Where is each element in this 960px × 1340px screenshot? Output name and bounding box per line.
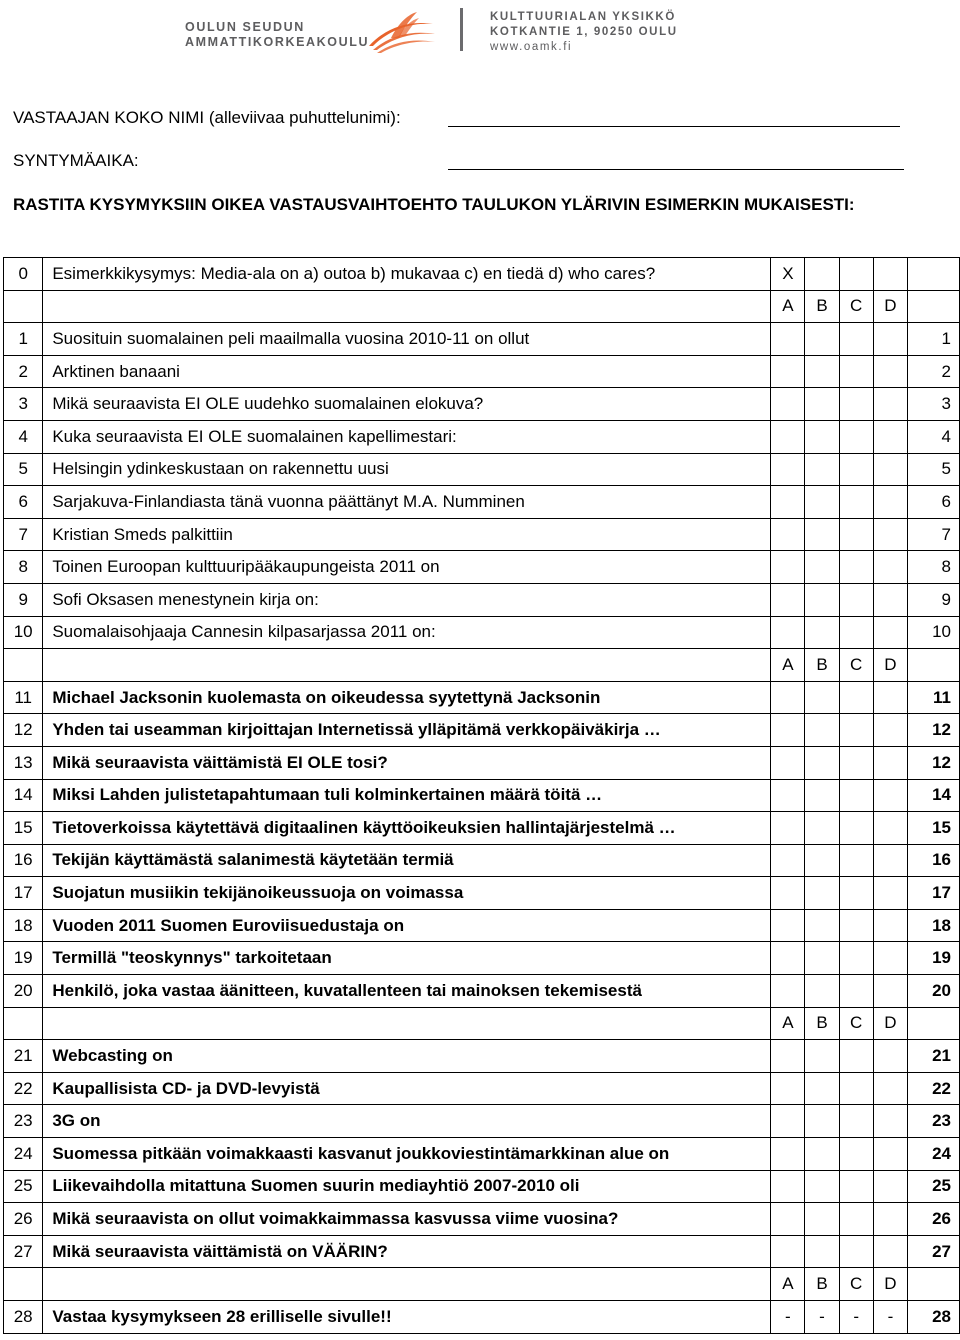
answer-box-a[interactable] xyxy=(771,909,805,942)
answer-box-d[interactable] xyxy=(873,844,907,877)
question-ref-number: 18 xyxy=(908,909,960,942)
example-row xyxy=(4,258,960,291)
organization-name-line2: AMMATTIKORKEAKOULU xyxy=(185,35,370,49)
question-ref-number: 26 xyxy=(908,1203,960,1236)
question-row xyxy=(4,975,960,1008)
answer-box-a[interactable] xyxy=(771,583,805,616)
name-label: VASTAAJAN KOKO NIMI (alleviivaa puhuttelunimi): xyxy=(13,108,401,127)
option-header-row xyxy=(4,1268,960,1301)
example-number: 0 xyxy=(4,258,43,291)
question-row xyxy=(4,453,960,486)
answer-box-d[interactable] xyxy=(873,583,907,616)
answer-box-b[interactable] xyxy=(805,1235,839,1268)
question-ref-number: 12 xyxy=(908,746,960,779)
answer-box-c[interactable] xyxy=(839,779,873,812)
question-number: 9 xyxy=(4,583,43,616)
answer-box-b[interactable] xyxy=(805,518,839,551)
question-ref-number: 16 xyxy=(908,844,960,877)
answer-box-c[interactable] xyxy=(839,975,873,1008)
answer-box-a[interactable] xyxy=(771,1072,805,1105)
answer-box-b[interactable] xyxy=(805,420,839,453)
answer-box-a[interactable] xyxy=(771,486,805,519)
answer-box-c[interactable] xyxy=(839,877,873,910)
question-text: Helsingin ydinkeskustaan on rakennettu uusi xyxy=(43,453,771,486)
question-row xyxy=(4,388,960,421)
answer-box-d[interactable]: - xyxy=(873,1301,907,1334)
question-row xyxy=(4,1170,960,1203)
example-question: Esimerkkikysymys: Media-ala on a) outoa b) mukavaa c) en tiedä d) who cares? xyxy=(43,258,771,291)
answer-box-a[interactable] xyxy=(771,1138,805,1171)
answer-box-d[interactable] xyxy=(873,453,907,486)
answer-box-b[interactable] xyxy=(805,1072,839,1105)
question-ref-number: 4 xyxy=(908,420,960,453)
question-number: 5 xyxy=(4,453,43,486)
question-ref-number: 23 xyxy=(908,1105,960,1138)
answer-box-d[interactable] xyxy=(873,355,907,388)
question-number: 10 xyxy=(4,616,43,649)
answer-box-d[interactable] xyxy=(873,975,907,1008)
question-text: Tietoverkoissa käytettävä digitaalinen käyttöoikeuksien hallintajärjestelmä … xyxy=(43,812,771,845)
answer-box-d[interactable] xyxy=(873,616,907,649)
question-row xyxy=(4,877,960,910)
answer-box-a[interactable] xyxy=(771,812,805,845)
unit-address: KOTKANTIE 1, 90250 OULU xyxy=(490,26,678,38)
question-row xyxy=(4,942,960,975)
answer-box-c[interactable] xyxy=(839,1170,873,1203)
question-row xyxy=(4,1235,960,1268)
answer-box-a[interactable] xyxy=(771,355,805,388)
answer-box-c[interactable] xyxy=(839,518,873,551)
answer-box-b[interactable] xyxy=(805,681,839,714)
option-header-num xyxy=(4,649,43,682)
question-ref-number: 19 xyxy=(908,942,960,975)
option-header-spacer xyxy=(43,290,771,323)
option-header-ref xyxy=(908,1268,960,1301)
question-text: Liikevaihdolla mitattuna Suomen suurin mediayhtiö 2007-2010 oli xyxy=(43,1170,771,1203)
answer-box-c[interactable] xyxy=(839,1138,873,1171)
question-text: Suomalaisohjaaja Cannesin kilpasarjassa 2011 on: xyxy=(43,616,771,649)
option-label-a: A xyxy=(771,290,805,323)
page-header xyxy=(0,0,960,70)
option-header-num xyxy=(4,1007,43,1040)
answer-box-d[interactable] xyxy=(873,812,907,845)
answer-box-d[interactable] xyxy=(873,323,907,356)
question-text: Mikä seuraavista on ollut voimakkaimmassa kasvussa viime vuosina? xyxy=(43,1203,771,1236)
question-number: 23 xyxy=(4,1105,43,1138)
question-row xyxy=(4,1138,960,1171)
answer-box-b[interactable] xyxy=(805,1138,839,1171)
answer-box-a[interactable] xyxy=(771,877,805,910)
answer-box-a[interactable] xyxy=(771,1105,805,1138)
question-text: Suosituin suomalainen peli maailmalla vuosina 2010-11 on ollut xyxy=(43,323,771,356)
question-row xyxy=(4,1072,960,1105)
answer-box-b[interactable] xyxy=(805,812,839,845)
question-ref-number: 10 xyxy=(908,616,960,649)
option-header-ref xyxy=(908,290,960,323)
question-ref-number: 6 xyxy=(908,486,960,519)
answer-box-b[interactable] xyxy=(805,355,839,388)
answer-box-d[interactable] xyxy=(873,1203,907,1236)
answer-box-a[interactable] xyxy=(771,323,805,356)
option-label-c: C xyxy=(839,1007,873,1040)
question-text: Arktinen banaani xyxy=(43,355,771,388)
option-label-d: D xyxy=(873,1007,907,1040)
question-number: 3 xyxy=(4,388,43,421)
question-row xyxy=(4,551,960,584)
example-ref xyxy=(908,258,960,291)
answer-box-b[interactable] xyxy=(805,1170,839,1203)
answer-box-c[interactable] xyxy=(839,583,873,616)
question-number: 12 xyxy=(4,714,43,747)
answer-box-a[interactable] xyxy=(771,779,805,812)
answer-box-a[interactable] xyxy=(771,388,805,421)
birthdate-field-line[interactable] xyxy=(448,169,904,170)
question-row xyxy=(4,714,960,747)
answer-box-c[interactable] xyxy=(839,1072,873,1105)
answer-box-a[interactable] xyxy=(771,942,805,975)
answer-box-c[interactable]: - xyxy=(839,1301,873,1334)
question-row xyxy=(4,1203,960,1236)
answer-box-a[interactable] xyxy=(771,746,805,779)
question-number: 7 xyxy=(4,518,43,551)
answer-box-c[interactable] xyxy=(839,844,873,877)
question-row xyxy=(4,844,960,877)
answer-box-c[interactable] xyxy=(839,1040,873,1073)
question-number: 25 xyxy=(4,1170,43,1203)
question-ref-number: 14 xyxy=(908,779,960,812)
birthdate-label: SYNTYMÄAIKA: xyxy=(13,151,139,170)
answer-box-a[interactable] xyxy=(771,714,805,747)
question-number: 17 xyxy=(4,877,43,910)
answer-box-d[interactable] xyxy=(873,681,907,714)
option-label-b: B xyxy=(805,1007,839,1040)
answer-box-b[interactable] xyxy=(805,1105,839,1138)
answer-box-d[interactable] xyxy=(873,746,907,779)
answer-box-c[interactable] xyxy=(839,1203,873,1236)
question-number: 18 xyxy=(4,909,43,942)
question-ref-number: 7 xyxy=(908,518,960,551)
question-text: Suojatun musiikin tekijänoikeussuoja on voimassa xyxy=(43,877,771,910)
option-header-spacer xyxy=(43,1268,771,1301)
answer-box-c[interactable] xyxy=(839,812,873,845)
question-ref-number: 9 xyxy=(908,583,960,616)
answer-box-c[interactable] xyxy=(839,1105,873,1138)
example-answer-a[interactable]: X xyxy=(771,258,805,291)
answer-box-c[interactable] xyxy=(839,323,873,356)
question-row xyxy=(4,518,960,551)
answer-box-b[interactable] xyxy=(805,714,839,747)
option-label-d: D xyxy=(873,290,907,323)
answer-box-a[interactable] xyxy=(771,1235,805,1268)
answer-box-c[interactable] xyxy=(839,616,873,649)
question-row xyxy=(4,323,960,356)
answer-box-d[interactable] xyxy=(873,1138,907,1171)
question-number: 16 xyxy=(4,844,43,877)
question-ref-number: 3 xyxy=(908,388,960,421)
unit-name: KULTTUURIALAN YKSIKKÖ xyxy=(490,11,676,23)
answer-box-a[interactable] xyxy=(771,681,805,714)
answer-box-a[interactable] xyxy=(771,551,805,584)
question-number: 26 xyxy=(4,1203,43,1236)
question-text: Vastaa kysymykseen 28 erilliselle sivulle!! xyxy=(43,1301,771,1334)
answer-box-d[interactable] xyxy=(873,1040,907,1073)
answer-box-a[interactable] xyxy=(771,1040,805,1073)
question-ref-number: 27 xyxy=(908,1235,960,1268)
question-row xyxy=(4,1301,960,1334)
option-header-ref xyxy=(908,1007,960,1040)
answer-box-d[interactable] xyxy=(873,1170,907,1203)
answer-box-d[interactable] xyxy=(873,877,907,910)
question-number: 22 xyxy=(4,1072,43,1105)
example-answer-c[interactable] xyxy=(839,258,873,291)
question-number: 28 xyxy=(4,1301,43,1334)
option-header-row xyxy=(4,649,960,682)
question-text: Sofi Oksasen menestynein kirja on: xyxy=(43,583,771,616)
question-row xyxy=(4,779,960,812)
answer-box-c[interactable] xyxy=(839,942,873,975)
question-text: Webcasting on xyxy=(43,1040,771,1073)
example-answer-b[interactable] xyxy=(805,258,839,291)
question-text: Kaupallisista CD- ja DVD-levyistä xyxy=(43,1072,771,1105)
question-number: 20 xyxy=(4,975,43,1008)
question-text: Vuoden 2011 Suomen Euroviisuedustaja on xyxy=(43,909,771,942)
question-row xyxy=(4,1040,960,1073)
question-ref-number: 25 xyxy=(908,1170,960,1203)
question-row xyxy=(4,355,960,388)
answer-box-d[interactable] xyxy=(873,1105,907,1138)
option-header-num xyxy=(4,290,43,323)
option-label-d: D xyxy=(873,649,907,682)
option-label-a: A xyxy=(771,649,805,682)
question-number: 11 xyxy=(4,681,43,714)
option-label-a: A xyxy=(771,1007,805,1040)
answer-box-d[interactable] xyxy=(873,551,907,584)
question-text: Yhden tai useamman kirjoittajan Internetissä ylläpitämä verkkopäiväkirja … xyxy=(43,714,771,747)
answer-box-c[interactable] xyxy=(839,714,873,747)
header-divider xyxy=(460,8,463,51)
question-text: Kristian Smeds palkittiin xyxy=(43,518,771,551)
question-text: Mikä seuraavista väittämistä EI OLE tosi? xyxy=(43,746,771,779)
answer-box-b[interactable] xyxy=(805,551,839,584)
option-label-d: D xyxy=(873,1268,907,1301)
option-header-row xyxy=(4,290,960,323)
question-text: Toinen Euroopan kulttuuripääkaupungeista 2011 on xyxy=(43,551,771,584)
question-row xyxy=(4,681,960,714)
example-answer-d[interactable] xyxy=(873,258,907,291)
answer-box-a[interactable] xyxy=(771,844,805,877)
question-ref-number: 24 xyxy=(908,1138,960,1171)
question-number: 21 xyxy=(4,1040,43,1073)
answer-box-a[interactable] xyxy=(771,975,805,1008)
answer-box-d[interactable] xyxy=(873,420,907,453)
question-row xyxy=(4,746,960,779)
answer-box-a[interactable] xyxy=(771,1170,805,1203)
quiz-table xyxy=(3,257,960,1334)
answer-box-c[interactable] xyxy=(839,388,873,421)
answer-box-d[interactable] xyxy=(873,388,907,421)
question-ref-number: 5 xyxy=(908,453,960,486)
question-ref-number: 15 xyxy=(908,812,960,845)
option-label-b: B xyxy=(805,290,839,323)
question-ref-number: 22 xyxy=(908,1072,960,1105)
option-header-ref xyxy=(908,649,960,682)
question-row xyxy=(4,583,960,616)
answer-box-b[interactable] xyxy=(805,583,839,616)
question-number: 15 xyxy=(4,812,43,845)
answer-box-b[interactable] xyxy=(805,942,839,975)
question-number: 1 xyxy=(4,323,43,356)
answer-box-d[interactable] xyxy=(873,518,907,551)
answer-box-c[interactable] xyxy=(839,486,873,519)
question-text: Termillä "teoskynnys" tarkoitetaan xyxy=(43,942,771,975)
answer-box-b[interactable]: - xyxy=(805,1301,839,1334)
question-ref-number: 2 xyxy=(908,355,960,388)
question-row xyxy=(4,812,960,845)
answer-box-b[interactable] xyxy=(805,616,839,649)
question-number: 13 xyxy=(4,746,43,779)
instructions: RASTITA KYSYMYKSIIN OIKEA VASTAUSVAIHTOEHTO TAULUKON YLÄRIVIN ESIMERKIN MUKAISESTI: xyxy=(13,195,855,214)
answer-box-c[interactable] xyxy=(839,453,873,486)
question-ref-number: 1 xyxy=(908,323,960,356)
answer-box-b[interactable] xyxy=(805,844,839,877)
question-text: Miksi Lahden julistetapahtumaan tuli kolminkertainen määrä töitä … xyxy=(43,779,771,812)
question-row xyxy=(4,909,960,942)
answer-box-b[interactable] xyxy=(805,388,839,421)
answer-box-c[interactable] xyxy=(839,355,873,388)
option-label-c: C xyxy=(839,290,873,323)
option-label-b: B xyxy=(805,649,839,682)
oamk-logo-icon xyxy=(365,8,437,54)
question-ref-number: 20 xyxy=(908,975,960,1008)
question-text: Henkilö, joka vastaa äänitteen, kuvatallenteen tai mainoksen tekemisestä xyxy=(43,975,771,1008)
question-row xyxy=(4,486,960,519)
question-number: 6 xyxy=(4,486,43,519)
unit-info xyxy=(490,10,678,55)
answer-box-c[interactable] xyxy=(839,746,873,779)
answer-box-b[interactable] xyxy=(805,1203,839,1236)
answer-box-a[interactable]: - xyxy=(771,1301,805,1334)
organization-name-line1: OULUN SEUDUN xyxy=(185,20,305,34)
answer-box-a[interactable] xyxy=(771,420,805,453)
organization-name xyxy=(185,20,369,50)
question-number: 24 xyxy=(4,1138,43,1171)
question-text: Sarjakuva-Finlandiasta tänä vuonna päättänyt M.A. Numminen xyxy=(43,486,771,519)
question-text: Kuka seuraavista EI OLE suomalainen kapellimestari: xyxy=(43,420,771,453)
answer-box-d[interactable] xyxy=(873,909,907,942)
question-number: 27 xyxy=(4,1235,43,1268)
question-row xyxy=(4,616,960,649)
question-ref-number: 11 xyxy=(908,681,960,714)
answer-box-a[interactable] xyxy=(771,616,805,649)
answer-box-d[interactable] xyxy=(873,486,907,519)
question-number: 14 xyxy=(4,779,43,812)
answer-box-c[interactable] xyxy=(839,909,873,942)
option-header-row xyxy=(4,1007,960,1040)
answer-box-b[interactable] xyxy=(805,1040,839,1073)
answer-box-d[interactable] xyxy=(873,942,907,975)
question-ref-number: 8 xyxy=(908,551,960,584)
answer-box-b[interactable] xyxy=(805,323,839,356)
answer-box-c[interactable] xyxy=(839,1235,873,1268)
option-header-spacer xyxy=(43,649,771,682)
answer-box-b[interactable] xyxy=(805,453,839,486)
question-ref-number: 21 xyxy=(908,1040,960,1073)
answer-box-b[interactable] xyxy=(805,779,839,812)
question-number: 4 xyxy=(4,420,43,453)
answer-box-d[interactable] xyxy=(873,1072,907,1105)
answer-box-d[interactable] xyxy=(873,1235,907,1268)
question-text: Mikä seuraavista väittämistä on VÄÄRIN? xyxy=(43,1235,771,1268)
answer-box-d[interactable] xyxy=(873,779,907,812)
answer-box-b[interactable] xyxy=(805,909,839,942)
answer-box-b[interactable] xyxy=(805,877,839,910)
answer-box-c[interactable] xyxy=(839,681,873,714)
answer-box-a[interactable] xyxy=(771,453,805,486)
option-header-num xyxy=(4,1268,43,1301)
unit-website: www.oamk.fi xyxy=(490,41,573,53)
question-number: 8 xyxy=(4,551,43,584)
question-text: Michael Jacksonin kuolemasta on oikeudessa syytettynä Jacksonin xyxy=(43,681,771,714)
option-label-c: C xyxy=(839,649,873,682)
option-header-spacer xyxy=(43,1007,771,1040)
answer-box-a[interactable] xyxy=(771,518,805,551)
question-text: Mikä seuraavista EI OLE uudehko suomalainen elokuva? xyxy=(43,388,771,421)
question-text: Tekijän käyttämästä salanimestä käytetään termiä xyxy=(43,844,771,877)
answer-box-b[interactable] xyxy=(805,746,839,779)
question-ref-number: 17 xyxy=(908,877,960,910)
answer-box-d[interactable] xyxy=(873,714,907,747)
question-row xyxy=(4,1105,960,1138)
question-row xyxy=(4,420,960,453)
question-number: 19 xyxy=(4,942,43,975)
answer-box-a[interactable] xyxy=(771,1203,805,1236)
option-label-c: C xyxy=(839,1268,873,1301)
answer-box-b[interactable] xyxy=(805,486,839,519)
option-label-a: A xyxy=(771,1268,805,1301)
question-number: 2 xyxy=(4,355,43,388)
question-text: Suomessa pitkään voimakkaasti kasvanut joukkoviestintämarkkinan alue on xyxy=(43,1138,771,1171)
question-ref-number: 12 xyxy=(908,714,960,747)
option-label-b: B xyxy=(805,1268,839,1301)
question-ref-number: 28 xyxy=(908,1301,960,1334)
answer-box-b[interactable] xyxy=(805,975,839,1008)
answer-box-c[interactable] xyxy=(839,420,873,453)
name-field-line[interactable] xyxy=(448,126,900,127)
question-text: 3G on xyxy=(43,1105,771,1138)
answer-box-c[interactable] xyxy=(839,551,873,584)
